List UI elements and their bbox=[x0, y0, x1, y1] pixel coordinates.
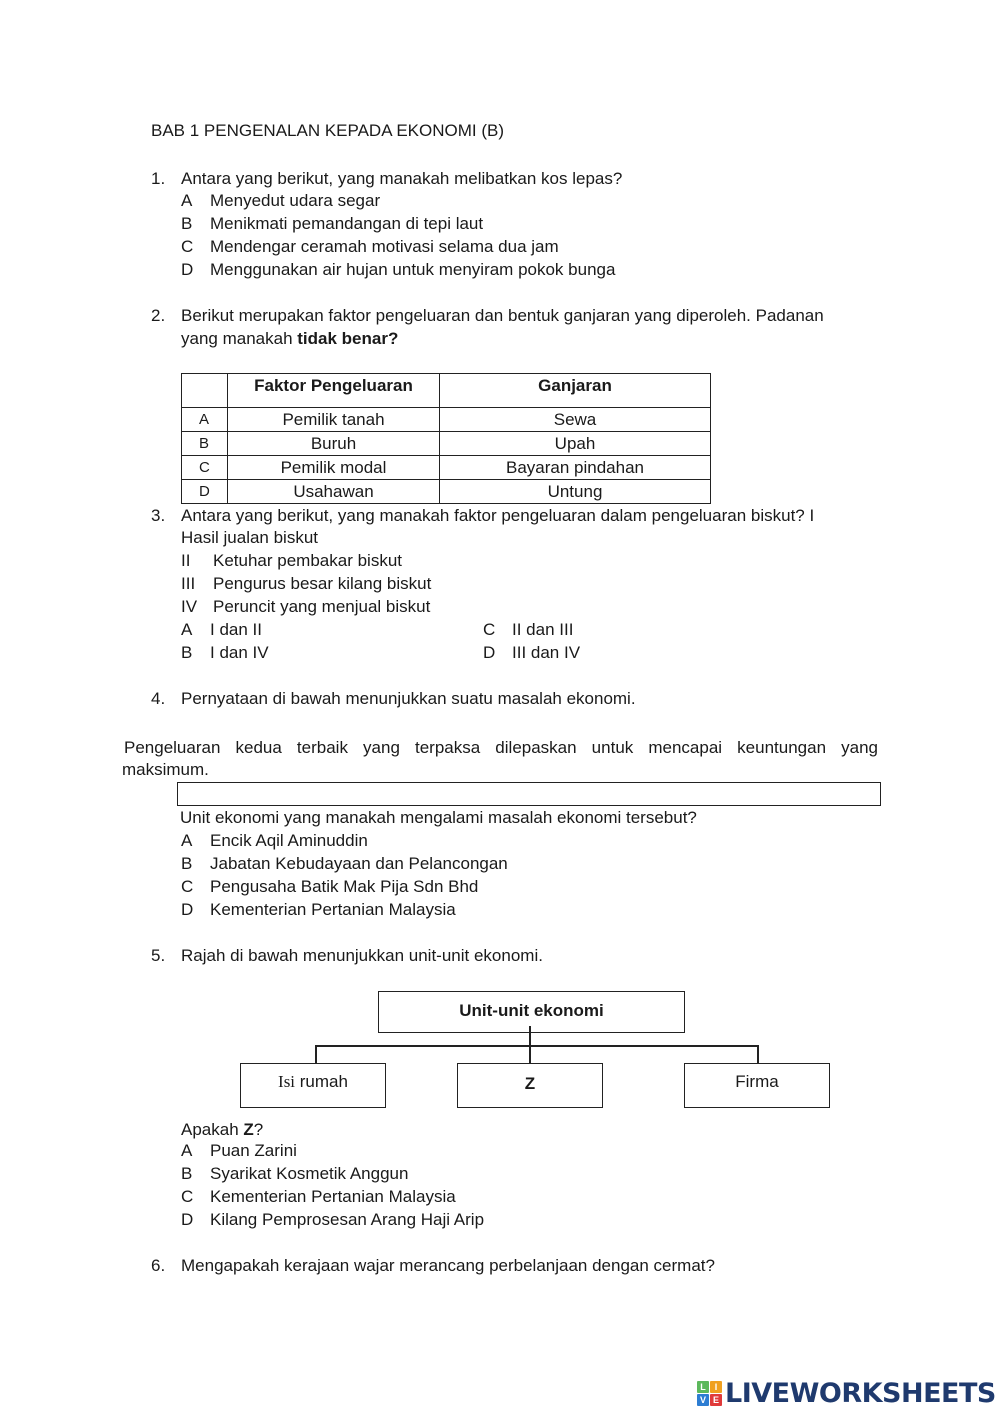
connector-line bbox=[315, 1045, 758, 1047]
table-row bbox=[182, 456, 711, 480]
row-reward: Sewa bbox=[440, 408, 711, 432]
question-text: yang manakah bbox=[181, 329, 298, 348]
question-4 bbox=[151, 689, 636, 709]
q4-option-b[interactable] bbox=[181, 854, 508, 874]
question-number: 5. bbox=[151, 946, 166, 965]
option-letter: A bbox=[181, 191, 193, 210]
row-letter: D bbox=[182, 480, 228, 504]
option-letter: D bbox=[181, 900, 194, 919]
q4-statement-line2: maksimum. bbox=[122, 760, 209, 779]
statement-text: Pengurus besar kilang biskut bbox=[213, 574, 432, 593]
prompt-text: Apakah bbox=[181, 1120, 244, 1139]
box-label: Z bbox=[524, 1074, 536, 1093]
q5-prompt bbox=[181, 1120, 263, 1140]
logo-icon bbox=[697, 1381, 722, 1406]
factors-table bbox=[181, 373, 711, 504]
option-letter: C bbox=[181, 1187, 194, 1206]
option-text: Kementerian Pertanian Malaysia bbox=[210, 900, 456, 919]
question-text: Antara yang berikut, yang manakah melibatkan kos lepas? bbox=[181, 169, 623, 188]
diagram-box-household bbox=[240, 1063, 386, 1108]
row-reward: Untung bbox=[440, 480, 711, 504]
logo-letter-e: E bbox=[710, 1394, 722, 1406]
option-letter: A bbox=[181, 620, 193, 639]
question-number: 1. bbox=[151, 169, 166, 188]
liveworksheets-logo[interactable] bbox=[697, 1378, 996, 1408]
question-5 bbox=[151, 946, 543, 966]
q3-statement-iii bbox=[181, 574, 431, 594]
question-text: Mengapakah kerajaan wajar merancang perbelanjaan dengan cermat? bbox=[181, 1256, 715, 1275]
option-text: Menggunakan air hujan untuk menyiram pokok bunga bbox=[210, 260, 616, 279]
q3-statement-ii bbox=[181, 551, 402, 571]
row-letter: B bbox=[182, 432, 228, 456]
question-1 bbox=[151, 169, 622, 189]
q1-option-d[interactable] bbox=[181, 260, 615, 280]
question-text: Rajah di bawah menunjukkan unit-unit ekonomi. bbox=[181, 946, 543, 965]
option-text: Kilang Pemprosesan Arang Haji Arip bbox=[210, 1210, 485, 1229]
row-factor: Buruh bbox=[228, 432, 440, 456]
option-letter: D bbox=[483, 643, 496, 662]
box-label-serif-part: Isi bbox=[278, 1072, 296, 1091]
option-text: I dan IV bbox=[210, 643, 269, 662]
prompt-text: ? bbox=[253, 1120, 264, 1139]
statement-text: Ketuhar pembakar biskut bbox=[213, 551, 402, 570]
box-label: rumah bbox=[295, 1072, 348, 1091]
option-letter: C bbox=[181, 237, 194, 256]
option-letter: C bbox=[483, 620, 496, 639]
option-text: Kementerian Pertanian Malaysia bbox=[210, 1187, 456, 1206]
diagram-root-label: Unit-unit ekonomi bbox=[459, 1001, 604, 1020]
question-6 bbox=[151, 1256, 715, 1276]
question-3 bbox=[151, 506, 814, 526]
option-text: Pengusaha Batik Mak Pija Sdn Bhd bbox=[210, 877, 479, 896]
row-factor: Pemilik modal bbox=[228, 456, 440, 480]
diagram-box-z bbox=[457, 1063, 603, 1108]
question-3-line2: Hasil jualan biskut bbox=[181, 528, 319, 547]
box-label: Firma bbox=[735, 1072, 779, 1091]
connector-line bbox=[315, 1045, 317, 1063]
question-2 bbox=[151, 306, 824, 326]
q4-option-a[interactable] bbox=[181, 831, 368, 851]
row-factor: Usahawan bbox=[228, 480, 440, 504]
option-text: Menikmati pemandangan di tepi laut bbox=[210, 214, 484, 233]
option-letter: D bbox=[181, 260, 194, 279]
roman-numeral: IV bbox=[181, 597, 198, 616]
q5-option-a[interactable] bbox=[181, 1141, 297, 1161]
q3-option-d[interactable] bbox=[483, 643, 580, 663]
row-reward: Upah bbox=[440, 432, 711, 456]
option-text: III dan IV bbox=[512, 643, 581, 662]
q4-option-d[interactable] bbox=[181, 900, 456, 920]
option-letter: A bbox=[181, 831, 193, 850]
option-letter: B bbox=[181, 1164, 193, 1183]
roman-numeral: III bbox=[181, 574, 196, 593]
q3-option-b[interactable] bbox=[181, 643, 269, 663]
question-text: Antara yang berikut, yang manakah faktor pengeluaran dalam pengeluaran biskut? I bbox=[181, 506, 815, 525]
q3-option-c[interactable] bbox=[483, 620, 573, 640]
question-2-line2 bbox=[181, 329, 398, 349]
option-letter: D bbox=[181, 1210, 194, 1229]
option-text: II dan III bbox=[512, 620, 574, 639]
diagram-box-firm bbox=[684, 1063, 830, 1108]
question-text: Pernyataan di bawah menunjukkan suatu masalah ekonomi. bbox=[181, 689, 636, 708]
q4-option-c[interactable] bbox=[181, 877, 478, 897]
table-row bbox=[182, 480, 711, 504]
q5-option-d[interactable] bbox=[181, 1210, 484, 1230]
table-header: Ganjaran bbox=[440, 374, 711, 408]
question-number: 2. bbox=[151, 306, 166, 325]
connector-line bbox=[757, 1045, 759, 1063]
question-number: 6. bbox=[151, 1256, 166, 1275]
q3-statement-iv bbox=[181, 597, 430, 617]
option-letter: C bbox=[181, 877, 194, 896]
option-text: Puan Zarini bbox=[210, 1141, 297, 1160]
page-title: BAB 1 PENGENALAN KEPADA EKONOMI (B) bbox=[151, 121, 505, 140]
q4-prompt: Unit ekonomi yang manakah mengalami masalah ekonomi tersebut? bbox=[180, 808, 697, 827]
diagram-root-box bbox=[378, 991, 685, 1033]
row-letter: C bbox=[182, 456, 228, 480]
logo-letter-l: L bbox=[697, 1381, 709, 1393]
roman-numeral: II bbox=[181, 551, 191, 570]
statement-text: Peruncit yang menjual biskut bbox=[213, 597, 431, 616]
question-number: 3. bbox=[151, 506, 166, 525]
logo-letter-i: I bbox=[710, 1381, 722, 1393]
option-letter: B bbox=[181, 854, 193, 873]
answer-input-box[interactable] bbox=[177, 782, 881, 806]
row-factor: Pemilik tanah bbox=[228, 408, 440, 432]
logo-letter-v: V bbox=[697, 1394, 709, 1406]
q1-option-a[interactable] bbox=[181, 191, 380, 211]
logo-text: LIVEWORKSHEETS bbox=[725, 1377, 996, 1409]
option-text: I dan II bbox=[210, 620, 262, 639]
q5-option-b[interactable] bbox=[181, 1164, 408, 1184]
table-header bbox=[182, 374, 228, 408]
q1-option-c[interactable] bbox=[181, 237, 559, 257]
table-row bbox=[182, 408, 711, 432]
question-text: Berikut merupakan faktor pengeluaran dan bentuk ganjaran yang diperoleh. Padanan bbox=[181, 306, 824, 325]
table-header: Faktor Pengeluaran bbox=[228, 374, 440, 408]
table-row bbox=[182, 432, 711, 456]
statement-text: Pengeluaran kedua terbaik yang terpaksa dilepaskan untuk mencapai keuntungan yang bbox=[124, 738, 878, 757]
option-text: Syarikat Kosmetik Anggun bbox=[210, 1164, 409, 1183]
q4-statement-line1 bbox=[124, 738, 878, 758]
row-letter: A bbox=[182, 408, 228, 432]
q3-option-a[interactable] bbox=[181, 620, 262, 640]
option-text: Encik Aqil Aminuddin bbox=[210, 831, 368, 850]
row-reward: Bayaran pindahan bbox=[440, 456, 711, 480]
q1-option-b[interactable] bbox=[181, 214, 483, 234]
q5-option-c[interactable] bbox=[181, 1187, 456, 1207]
option-text: Jabatan Kebudayaan dan Pelancongan bbox=[210, 854, 508, 873]
option-text: Mendengar ceramah motivasi selama dua jam bbox=[210, 237, 559, 256]
option-letter: A bbox=[181, 1141, 193, 1160]
option-letter: B bbox=[181, 214, 193, 233]
option-letter: B bbox=[181, 643, 193, 662]
prompt-emphasis: Z bbox=[243, 1120, 254, 1139]
option-text: Menyedut udara segar bbox=[210, 191, 381, 210]
question-emphasis: tidak benar? bbox=[297, 329, 399, 348]
table-header-row bbox=[182, 374, 711, 408]
question-number: 4. bbox=[151, 689, 166, 708]
